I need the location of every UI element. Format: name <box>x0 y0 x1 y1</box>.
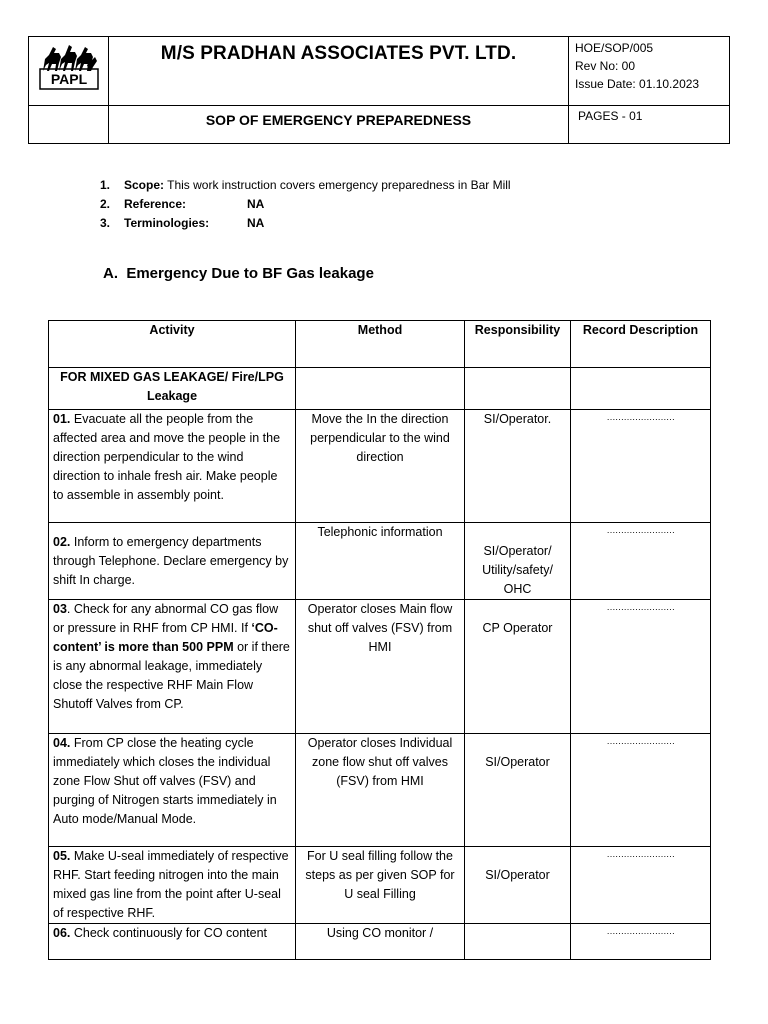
item-number: 2. <box>100 197 111 211</box>
record-cell: …………………… <box>571 523 711 600</box>
step-number: 03 <box>53 602 67 616</box>
step-number: 02. <box>53 534 71 549</box>
responsibility-cell: SI/Operator/ Utility/safety/ OHC <box>465 523 571 600</box>
method-cell: Operator closes Individual zone flow shut off valves (FSV) from HMI <box>296 734 465 847</box>
company-name: M/S PRADHAN ASSOCIATES PVT. LTD. <box>160 43 517 64</box>
activity-cell <box>49 410 296 523</box>
table-row <box>49 410 711 523</box>
page-count: PAGES - 01 <box>578 109 643 123</box>
step-number: 01. <box>53 412 71 426</box>
responsibility-cell: SI/Operator. <box>465 410 571 523</box>
sop-title: SOP OF EMERGENCY PREPAREDNESS <box>205 112 472 128</box>
col-header-activity: Activity <box>49 321 296 368</box>
activity-text: From CP close the heating cycle immediately which closes the individual zone Flow Shut off valves (FSV) and purging of Nitrogen starts immediately in Auto mode/Manual Mode. <box>53 736 277 826</box>
activity-cell <box>49 924 296 960</box>
col-header-record: Record Description <box>571 321 711 368</box>
activity-text: Inform to emergency departments through Telephone. Declare emergency by shift In charge. <box>53 534 289 587</box>
logo-text: PAPL <box>50 71 88 87</box>
method-cell: Using CO monitor / <box>296 924 465 960</box>
table-header-row <box>49 321 711 368</box>
list-item <box>100 176 511 195</box>
papl-logo <box>29 37 109 105</box>
record-cell: …………………… <box>571 924 711 960</box>
item-number: 1. <box>100 178 111 192</box>
activity-cell <box>49 734 296 847</box>
method-cell: For U seal filling follow the steps as per given SOP for U seal Filling <box>296 847 465 924</box>
issue-date: Issue Date: 01.10.2023 <box>575 77 700 91</box>
activity-cell <box>49 523 296 600</box>
record-cell: …………………… <box>571 847 711 924</box>
group-row <box>49 368 711 410</box>
activity-text: Check continuously for CO content <box>70 926 268 940</box>
activity-text: Evacuate all the people from the affected area and move the people in the direction perpendicular to the wind direction to inhale fresh air. Make people to assemble in assembly point. <box>53 412 281 502</box>
doc-number: HOE/SOP/005 <box>575 41 654 55</box>
record-cell: …………………… <box>571 734 711 847</box>
method-cell: Operator closes Main flow shut off valves (FSV) from HMI <box>296 600 465 734</box>
table-row <box>49 600 711 734</box>
activity-text: Make U-seal immediately of respective RHF. Start feeding nitrogen into the main mixed gas line from the point after U-seal of respective RHF. <box>53 849 289 920</box>
empty-cell <box>29 106 109 144</box>
method-cell: Telephonic information <box>296 523 465 600</box>
activity-text: . Check for any abnormal CO gas flow or pressure in RHF from CP HMI. If <box>53 602 279 635</box>
doc-meta-cell <box>569 37 730 106</box>
table-row <box>49 734 711 847</box>
step-number: 04. <box>53 736 71 750</box>
item-value: NA <box>247 197 265 211</box>
item-text: This work instruction covers emergency preparedness in Bar Mill <box>164 178 511 192</box>
revision-number: Rev No: 00 <box>575 59 636 73</box>
activity-cell <box>49 847 296 924</box>
activity-emphasis: ‘CO- content’ is more than 500 PPM <box>53 621 278 654</box>
record-cell: …………………… <box>571 600 711 734</box>
activity-cell <box>49 600 296 734</box>
doc-meta <box>569 37 729 93</box>
section-title: A. Emergency Due to BF Gas leakage <box>103 265 374 282</box>
responsibility-cell: SI/Operator <box>465 847 571 924</box>
company-cell <box>109 37 569 106</box>
item-number: 3. <box>100 216 111 230</box>
item-label: Scope: <box>124 178 165 192</box>
list-item <box>100 214 511 233</box>
item-label: Reference: <box>124 197 187 211</box>
group-label: FOR MIXED GAS LEAKAGE/ Fire/LPG Leakage <box>49 368 296 410</box>
method-cell: Move the In the direction perpendicular to the wind direction <box>296 410 465 523</box>
table-row <box>49 924 711 960</box>
list-item <box>100 195 511 214</box>
step-number: 05. <box>53 849 71 863</box>
document-header <box>28 36 730 144</box>
item-label: Terminologies: <box>124 216 210 230</box>
step-number: 06. <box>53 926 71 940</box>
table-row <box>49 847 711 924</box>
activity-text: or if there is any abnormal leakage, immediately close the respective RHF Main Flow Shutoff Valves from CP. <box>53 640 290 711</box>
responsibility-cell: SI/Operator <box>465 734 571 847</box>
responsibility-cell: CP Operator <box>465 600 571 734</box>
item-value: NA <box>247 216 265 230</box>
col-header-method: Method <box>296 321 465 368</box>
logo-cell <box>29 37 109 106</box>
procedure-table <box>48 320 711 960</box>
table-row <box>49 523 711 600</box>
record-cell: …………………… <box>571 410 711 523</box>
responsibility-cell <box>465 924 571 960</box>
intro-list <box>100 176 511 233</box>
col-header-responsibility: Responsibility <box>465 321 571 368</box>
